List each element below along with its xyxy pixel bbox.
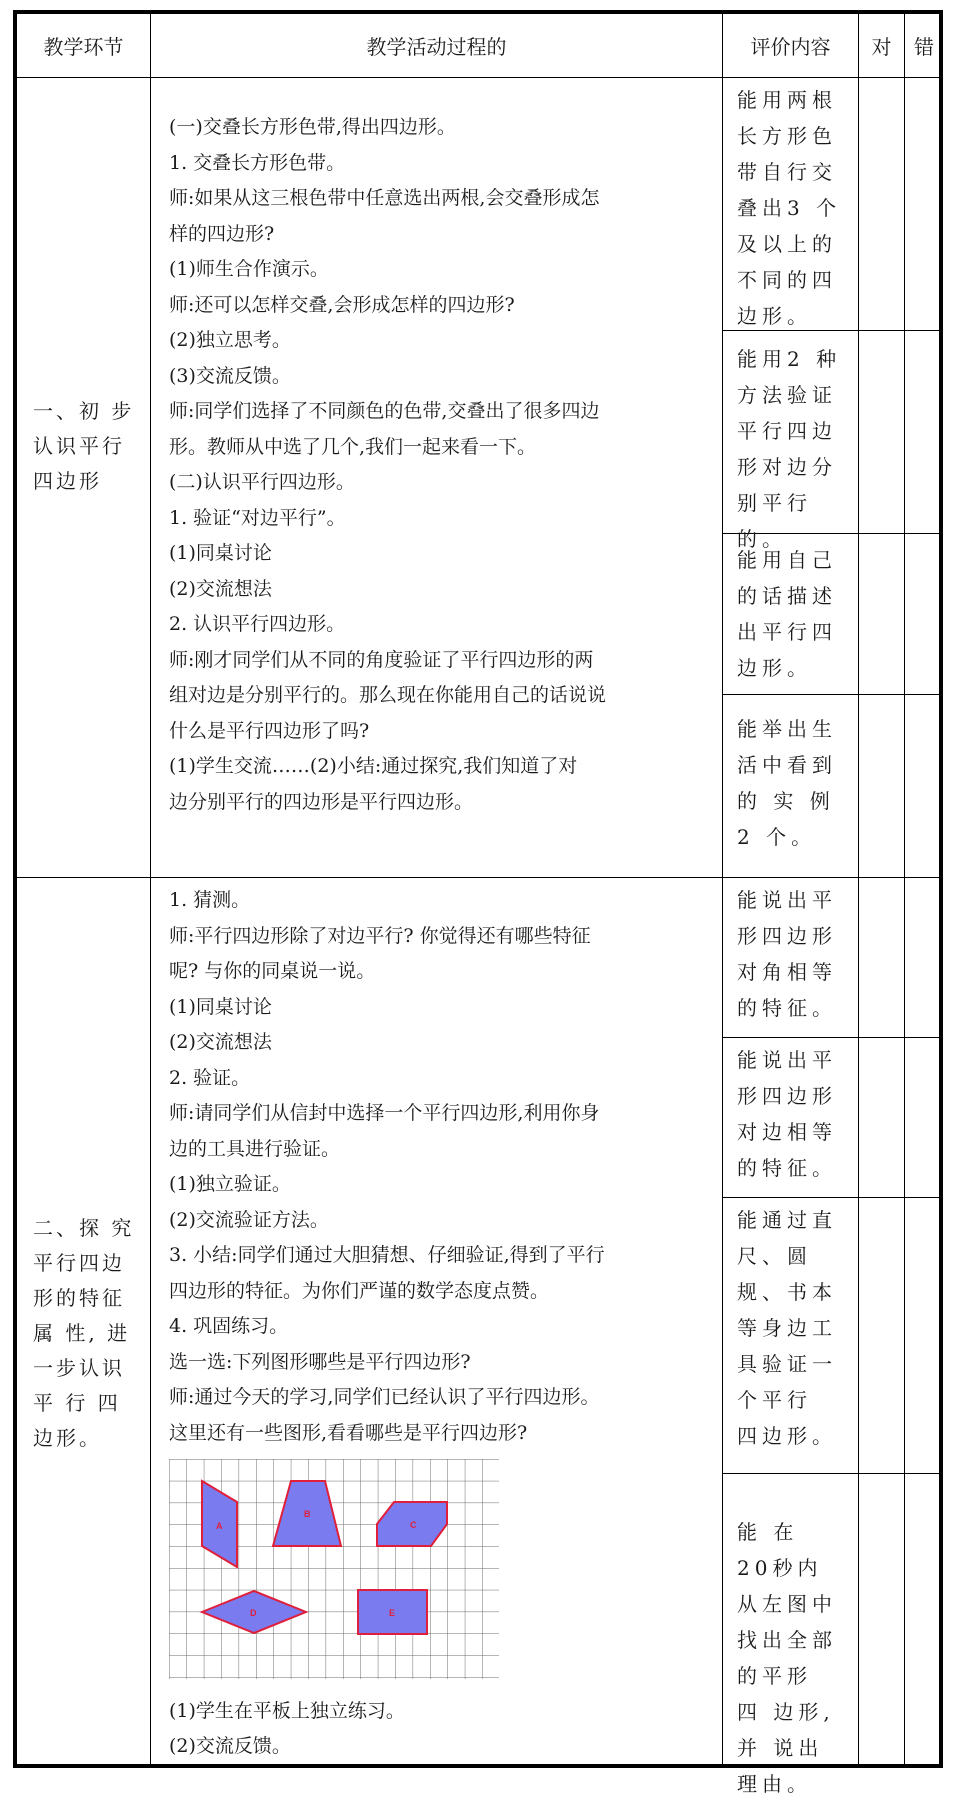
shape-e-rectangle — [358, 1590, 427, 1634]
activity-line: 边的工具进行验证。 — [169, 1137, 341, 1160]
activity-line: 呢? 与你的同桌说一说。 — [169, 960, 376, 982]
activity-line: (1)学生在平板上独立练习。 — [169, 1699, 405, 1722]
activity-line: (1)师生合作演示。 — [169, 258, 329, 280]
activity-line: 2. 认识平行四边形。 — [169, 613, 346, 635]
wrong-mark-cell[interactable] — [905, 1038, 943, 1197]
wrong-mark-cell[interactable] — [905, 1474, 943, 1764]
header-wrong: 错 — [914, 35, 934, 59]
wrong-mark-cell[interactable] — [905, 878, 943, 1037]
activity-line: (1)同桌讨论 — [169, 995, 272, 1018]
lesson-evaluation-table — [13, 10, 943, 1796]
correct-mark-cell[interactable] — [859, 1198, 904, 1473]
activity-line: 组对边是分别平行的。那么现在你能用自己的话说说 — [169, 684, 607, 706]
evaluation-criterion: 能 在 20秒内从左图中找出全部的平形 四 边形, 并 说出理由。 — [737, 1520, 837, 1796]
shapes-grid-diagram — [169, 1459, 499, 1679]
quadrilateral-grid-figure — [169, 1459, 722, 1692]
header-stage: 教学环节 — [43, 35, 124, 59]
activity-line: (3)交流反馈。 — [169, 364, 291, 387]
activity-line: 边分别平行的四边形是平行四边形。 — [169, 790, 474, 813]
activity-line: 选一选:下列图形哪些是平行四边形? — [169, 1350, 471, 1373]
header-evaluation: 评价内容 — [750, 35, 831, 59]
activity-line: 1. 交叠长方形色带。 — [169, 151, 346, 174]
svg-text:E: E — [389, 1608, 396, 1618]
activity-line: 师:同学们选择了不同颜色的色带,交叠出了很多四边 — [169, 400, 600, 422]
wrong-mark-cell[interactable] — [905, 78, 943, 330]
stage-label: 一、初 步 认识平行 四边形 — [33, 399, 135, 493]
svg-text:D: D — [250, 1608, 257, 1618]
activity-line: 师:还可以怎样交叠,会形成怎样的四边形? — [169, 293, 515, 316]
activity-line: 1. 猜测。 — [169, 889, 251, 911]
activity-line: 师:如果从这三根色带中任意选出两根,会交叠形成怎 — [169, 187, 600, 209]
activity-line: 样的四边形? — [169, 222, 275, 245]
wrong-mark-cell[interactable] — [905, 331, 943, 533]
activity-line: 4. 巩固练习。 — [169, 1315, 289, 1337]
correct-mark-cell[interactable] — [859, 331, 904, 533]
activity-content — [151, 883, 722, 1765]
activity-line: (1)独立验证。 — [169, 1173, 291, 1195]
activity-line: (2)交流验证方法。 — [169, 1208, 329, 1231]
activity-line: 3. 小结:同学们通过大胆猜想、仔细验证,得到了平行 — [169, 1244, 605, 1266]
evaluation-criterion: 能说出平形四边形对边相等的特征。 — [737, 1048, 837, 1180]
activity-line: 形。教师从中选了几个,我们一起来看一下。 — [169, 435, 537, 458]
header-correct: 对 — [871, 35, 892, 59]
activity-line: (2)交流想法 — [169, 1031, 272, 1053]
header-activity: 教学活动过程的 — [366, 35, 507, 59]
activity-line: (2)独立思考。 — [169, 329, 291, 351]
section-divider — [17, 877, 939, 878]
activity-line: 师:请同学们从信封中选择一个平行四边形,利用你身 — [169, 1102, 600, 1124]
evaluation-criterion: 能用2 种方法验证平行四边形对边分别平行的。 — [737, 347, 842, 551]
correct-mark-cell[interactable] — [859, 695, 904, 877]
svg-text:C: C — [410, 1520, 417, 1530]
activity-line: (2)交流想法 — [169, 577, 272, 600]
activity-line: 四边形的特征。为你们严谨的数学态度点赞。 — [169, 1279, 550, 1302]
header-divider — [17, 77, 939, 78]
evaluation-criterion: 能用两根长方形色带自行交叠出3 个及以上的不同的四边形。 — [737, 88, 842, 328]
evaluation-criterion: 能说出平形四边形对角相等的特征。 — [737, 888, 837, 1020]
correct-mark-cell[interactable] — [859, 1038, 904, 1197]
evaluation-criterion: 能举出生活中看到的 实 例2 个。 — [737, 717, 837, 849]
evaluation-criterion: 能用自己的话描述出平行四边形。 — [737, 548, 837, 680]
wrong-mark-cell[interactable] — [905, 695, 943, 877]
activity-line: (1)学生交流……(2)小结:通过探究,我们知道了对 — [169, 755, 578, 777]
activity-line: 什么是平行四边形了吗? — [169, 719, 370, 742]
activity-line: 2. 验证。 — [169, 1066, 251, 1089]
correct-mark-cell[interactable] — [859, 534, 904, 694]
activity-line: (2)交流反馈。 — [169, 1735, 291, 1757]
wrong-mark-cell[interactable] — [905, 534, 943, 694]
svg-text:B: B — [304, 1509, 311, 1519]
activity-line: 这里还有一些图形,看看哪些是平行四边形? — [169, 1421, 528, 1444]
evaluation-criterion: 能通过直尺、圆规、书本等身边工具验证一个平行 四边形。 — [737, 1208, 837, 1448]
wrong-mark-cell[interactable] — [905, 1198, 943, 1473]
activity-content — [151, 110, 722, 820]
activity-line: 师:刚才同学们从不同的角度验证了平行四边形的两 — [169, 648, 594, 671]
correct-mark-cell[interactable] — [859, 1474, 904, 1764]
activity-line: (一)交叠长方形色带,得出四边形。 — [169, 116, 456, 138]
activity-line: (1)同桌讨论 — [169, 542, 272, 564]
activity-line: 1. 验证“对边平行”。 — [169, 506, 346, 529]
activity-line: 师:平行四边形除了对边平行? 你觉得还有哪些特征 — [169, 924, 591, 947]
activity-line: (二)认识平行四边形。 — [169, 471, 355, 493]
correct-mark-cell[interactable] — [859, 878, 904, 1037]
activity-line: 师:通过今天的学习,同学们已经认识了平行四边形。 — [169, 1386, 600, 1408]
stage-label: 二、探 究 平行四边 形的特征 属 性, 进 一步认识 平 行 四 边形。 — [33, 1216, 135, 1450]
svg-text:A: A — [216, 1521, 223, 1531]
correct-mark-cell[interactable] — [859, 78, 904, 330]
